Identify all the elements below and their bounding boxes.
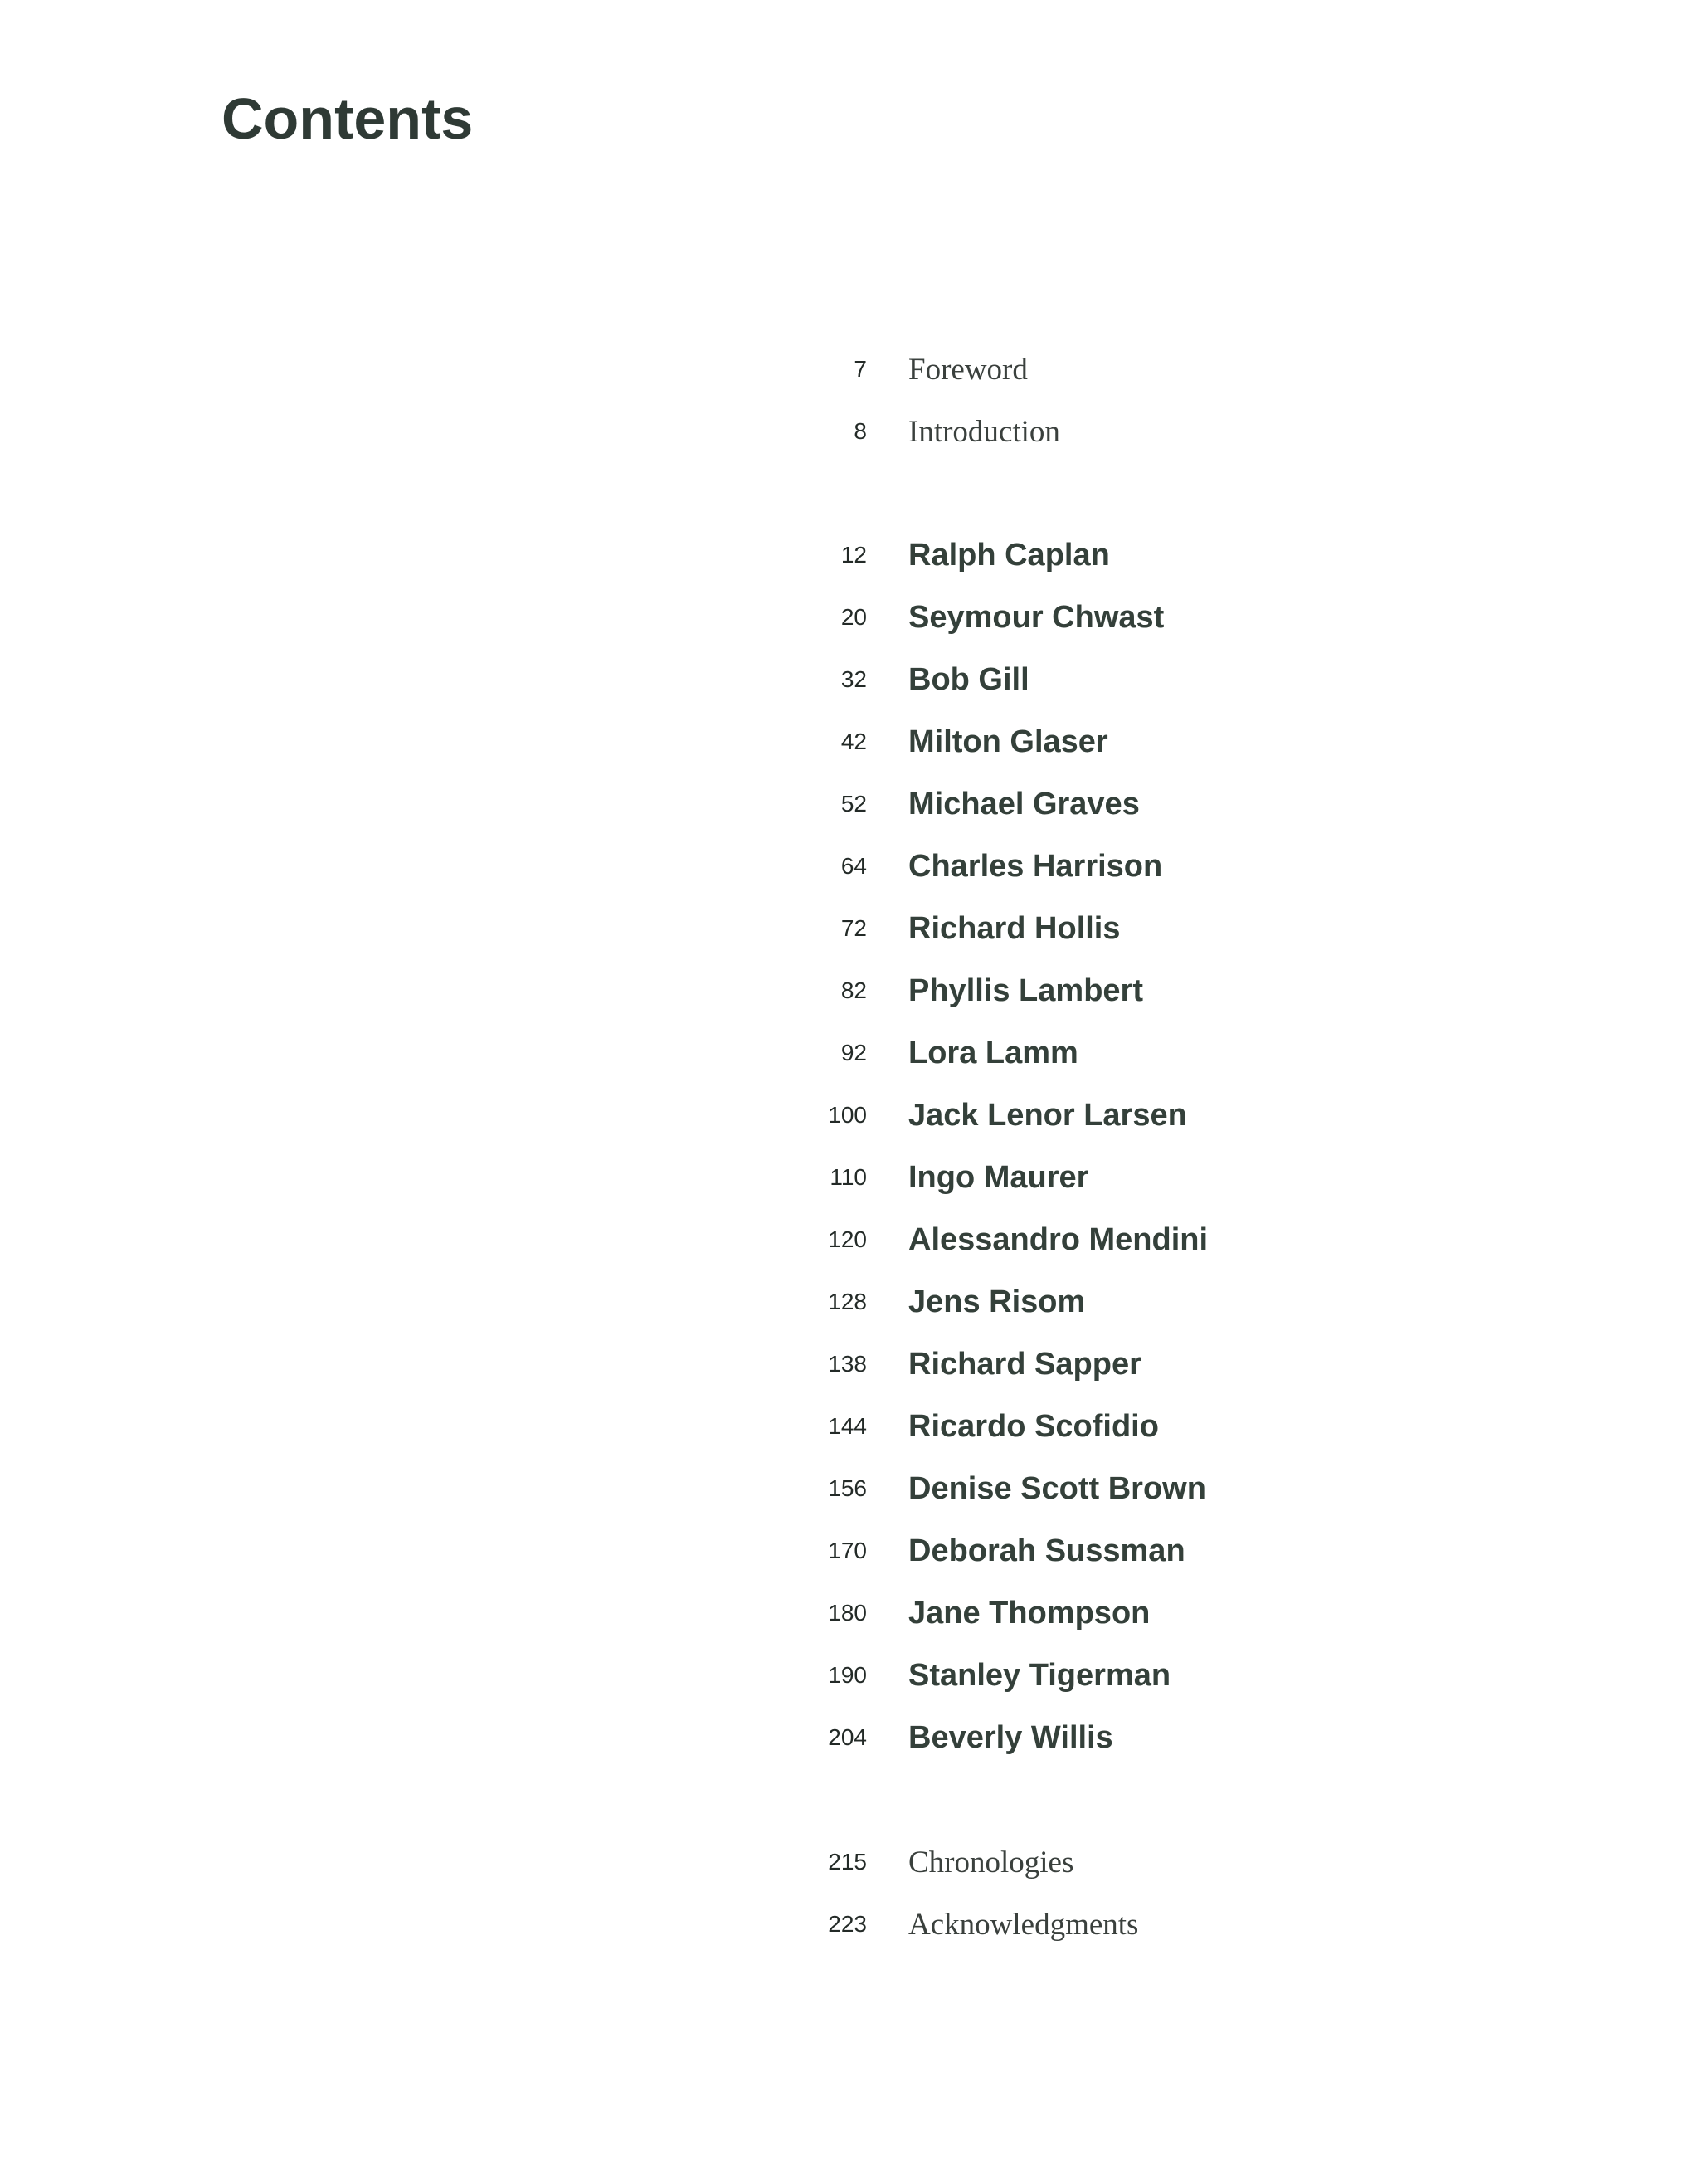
page-number: 128: [828, 1289, 867, 1314]
entry-title: Chronologies: [908, 1845, 1074, 1879]
page-number: 32: [840, 666, 867, 692]
page-number: 144: [828, 1413, 867, 1439]
page-number: 82: [840, 977, 867, 1003]
toc-entry-chapter[interactable]: [796, 1333, 1311, 1395]
entry-title: Michael Graves: [908, 786, 1140, 821]
toc-entry-chapter[interactable]: [796, 1520, 1311, 1582]
toc-entry-chapter[interactable]: [796, 1582, 1311, 1644]
page-title: Contents: [221, 86, 474, 151]
entry-title: Richard Hollis: [908, 910, 1121, 946]
toc-entry-chapter[interactable]: [796, 587, 1311, 648]
toc-entry-chapter[interactable]: [796, 773, 1311, 835]
toc-entry-chapter[interactable]: [796, 898, 1311, 959]
entry-title: Deborah Sussman: [908, 1533, 1185, 1568]
toc-entry-chronologies[interactable]: [796, 1831, 1311, 1893]
entry-title: Charles Harrison: [908, 848, 1163, 884]
toc-entry-chapter[interactable]: [796, 1209, 1311, 1270]
toc-entry-chapter[interactable]: [796, 1458, 1311, 1519]
page-number: 64: [840, 853, 867, 879]
entry-title: Jane Thompson: [908, 1595, 1151, 1631]
toc-entry-chapter[interactable]: [796, 1396, 1311, 1457]
entry-title: Foreword: [908, 352, 1028, 387]
toc-entry-chapter[interactable]: [796, 1645, 1311, 1706]
entry-title: Bob Gill: [908, 661, 1029, 697]
toc-entry-foreword[interactable]: [796, 339, 1311, 400]
page-number: 170: [828, 1538, 867, 1563]
toc-entry-chapter[interactable]: [796, 1147, 1311, 1208]
toc-entry-introduction[interactable]: [796, 401, 1311, 462]
page-number: 215: [828, 1849, 867, 1874]
toc-entry-chapter[interactable]: [796, 1085, 1311, 1146]
page-number: 190: [828, 1662, 867, 1688]
entry-title: Phyllis Lambert: [908, 973, 1143, 1008]
page-number: 138: [828, 1351, 867, 1377]
entry-title: Richard Sapper: [908, 1346, 1141, 1382]
page-number: 223: [828, 1911, 867, 1937]
page-number: 7: [854, 356, 867, 382]
entry-title: Beverly Willis: [908, 1719, 1113, 1755]
toc-entry-acknowledgments[interactable]: [796, 1894, 1311, 1955]
toc-entry-chapter[interactable]: [796, 1022, 1311, 1084]
entry-title: Alessandro Mendini: [908, 1221, 1209, 1257]
toc-entry-chapter[interactable]: [796, 836, 1311, 897]
entry-title: Seymour Chwast: [908, 599, 1165, 635]
page-number: 72: [840, 915, 867, 941]
toc-entry-chapter[interactable]: [796, 1707, 1311, 1768]
toc-entry-chapter[interactable]: [796, 711, 1311, 773]
toc-entry-chapter[interactable]: [796, 960, 1311, 1021]
page-number: 100: [828, 1102, 867, 1128]
entry-title: Acknowledgments: [908, 1907, 1139, 1942]
page-number: 156: [828, 1475, 867, 1501]
page-number: 120: [828, 1226, 867, 1252]
page-number: 20: [840, 604, 867, 630]
entry-title: Lora Lamm: [908, 1035, 1078, 1070]
entry-title: Denise Scott Brown: [908, 1470, 1206, 1506]
page-number: 92: [840, 1040, 867, 1065]
toc-entry-chapter[interactable]: [796, 524, 1311, 586]
page-number: 204: [828, 1724, 867, 1750]
entry-title: Ralph Caplan: [908, 537, 1110, 573]
page-number: 8: [854, 418, 867, 444]
page-number: 52: [840, 791, 867, 817]
entry-title: Jens Risom: [908, 1284, 1086, 1319]
entry-title: Ingo Maurer: [908, 1159, 1089, 1195]
entry-title: Jack Lenor Larsen: [908, 1097, 1187, 1133]
entry-title: Milton Glaser: [908, 724, 1108, 759]
page-number: 180: [828, 1600, 867, 1626]
entry-title: Ricardo Scofidio: [908, 1408, 1159, 1444]
page-number: 110: [830, 1164, 867, 1190]
toc-entry-chapter[interactable]: [796, 1271, 1311, 1333]
page-number: 12: [840, 542, 867, 568]
page-number: 42: [840, 729, 867, 754]
entry-title: Stanley Tigerman: [908, 1657, 1171, 1693]
entry-title: Introduction: [908, 414, 1060, 449]
toc-entry-chapter[interactable]: [796, 649, 1311, 710]
